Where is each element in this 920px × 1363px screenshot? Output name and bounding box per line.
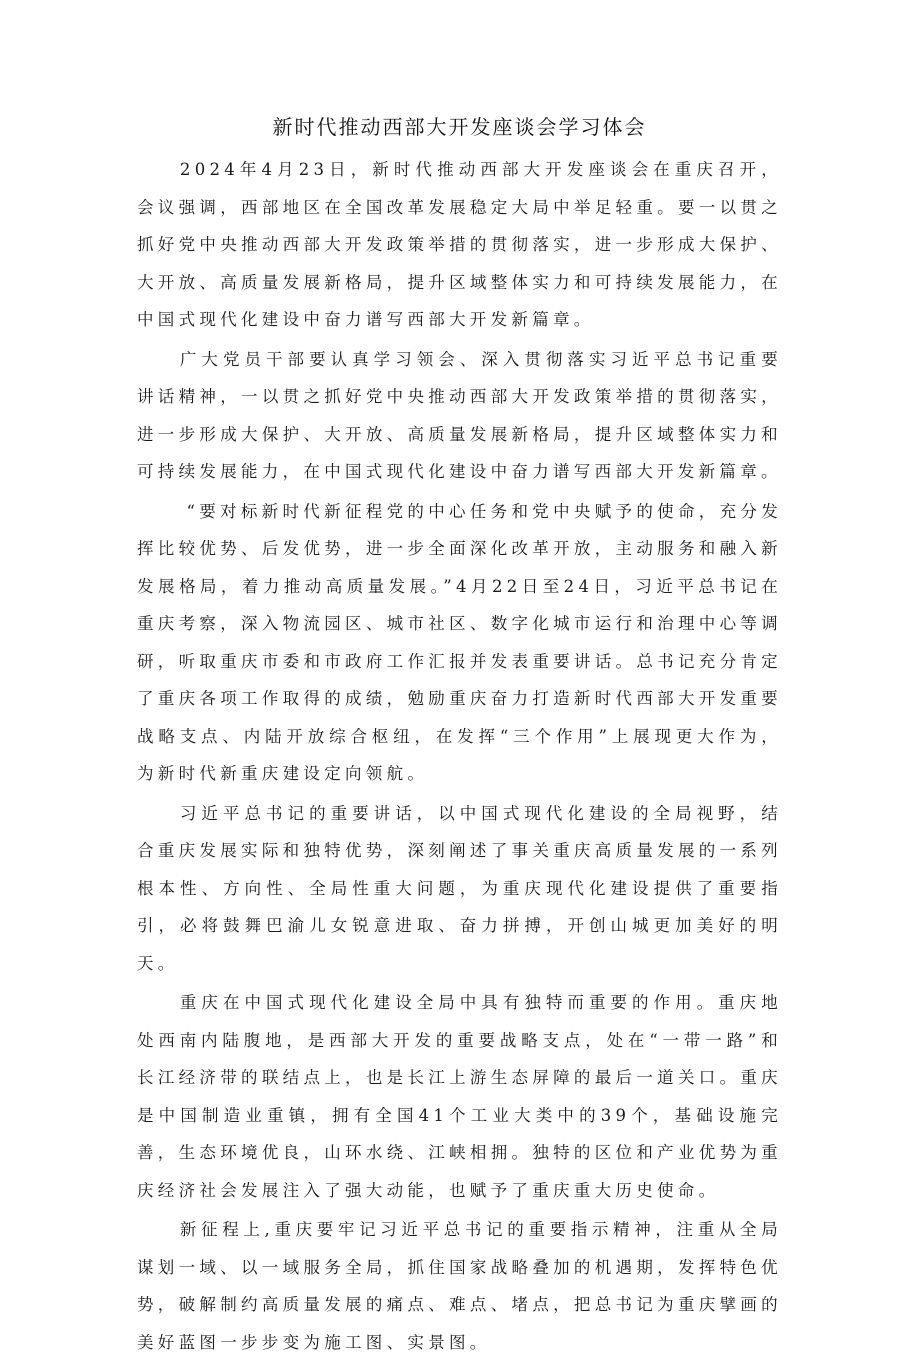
- paragraph-1: 2024年4月23日，新时代推动西部大开发座谈会在重庆召开，会议强调，西部地区在全国改革发展稳定大局中举足轻重。要一以贯之抓好党中央推动西部大开发政策举措的贯彻落实，进一步形成大保护、大开放、高质量发展新格局，提升区域整体实力和可持续发展能力，在中国式现代化建设中奋力谱写西部大开发新篇章。: [137, 160, 782, 329]
- paragraph-6: 新征程上,重庆要牢记习近平总书记的重要指示精神，注重从全局谋划一域、以一域服务全局，抓住国家战略叠加的机遇期，发挥特色优势，破解制约高质量发展的痛点、难点、堵点，把总书记为重庆擘画的美好蓝图一步步变为施工图、实景图。: [137, 1220, 782, 1352]
- document-page: [137, 112, 782, 1363]
- paragraph-2: 广大党员干部要认真学习领会、深入贯彻落实习近平总书记重要讲话精神，一以贯之抓好党中央推动西部大开发政策举措的贯彻落实，进一步形成大保护、大开放、高质量发展新格局，提升区域整体实力和可持续发展能力，在中国式现代化建设中奋力谱写西部大开发新篇章。: [137, 349, 782, 481]
- paragraph-3: “要对标新时代新征程党的中心任务和党中央赋予的使命，充分发挥比较优势、后发优势，进一步全面深化改革开放，主动服务和融入新发展格局，着力推动高质量发展。”4月22日至24日，习近平总书记在重庆考察，深入物流园区、城市社区、数字化城市运行和治理中心等调研，听取重庆市委和市政府工作汇报并发表重要讲话。总书记充分肯定了重庆各项工作取得的成绩，勉励重庆奋力打造新时代西部大开发重要战略支点、内陆开放综合枢纽，在发挥“三个作用”上展现更大作为，为新时代新重庆建设定向领航。: [137, 501, 782, 783]
- paragraph-4: 习近平总书记的重要讲话，以中国式现代化建设的全局视野，结合重庆发展实际和独特优势，深刻阐述了事关重庆高质量发展的一系列根本性、方向性、全局性重大问题，为重庆现代化建设提供了重要指引，必将鼓舞巴渝儿女锐意进取、奋力拼搏，开创山城更加美好的明天。: [137, 803, 782, 973]
- document-title: 新时代推动西部大开发座谈会学习体会: [272, 115, 647, 139]
- paragraph-5: 重庆在中国式现代化建设全局中具有独特而重要的作用。重庆地处西南内陆腹地，是西部大开发的重要战略支点，处在“一带一路”和长江经济带的联结点上，也是长江上游生态屏障的最后一道关口。重庆是中国制造业重镇，拥有全国41个工业大类中的39个，基础设施完善，生态环境优良，山环水绕、江峡相拥。独特的区位和产业优势为重庆经济社会发展注入了强大动能，也赋予了重庆重大历史使命。: [137, 993, 782, 1200]
